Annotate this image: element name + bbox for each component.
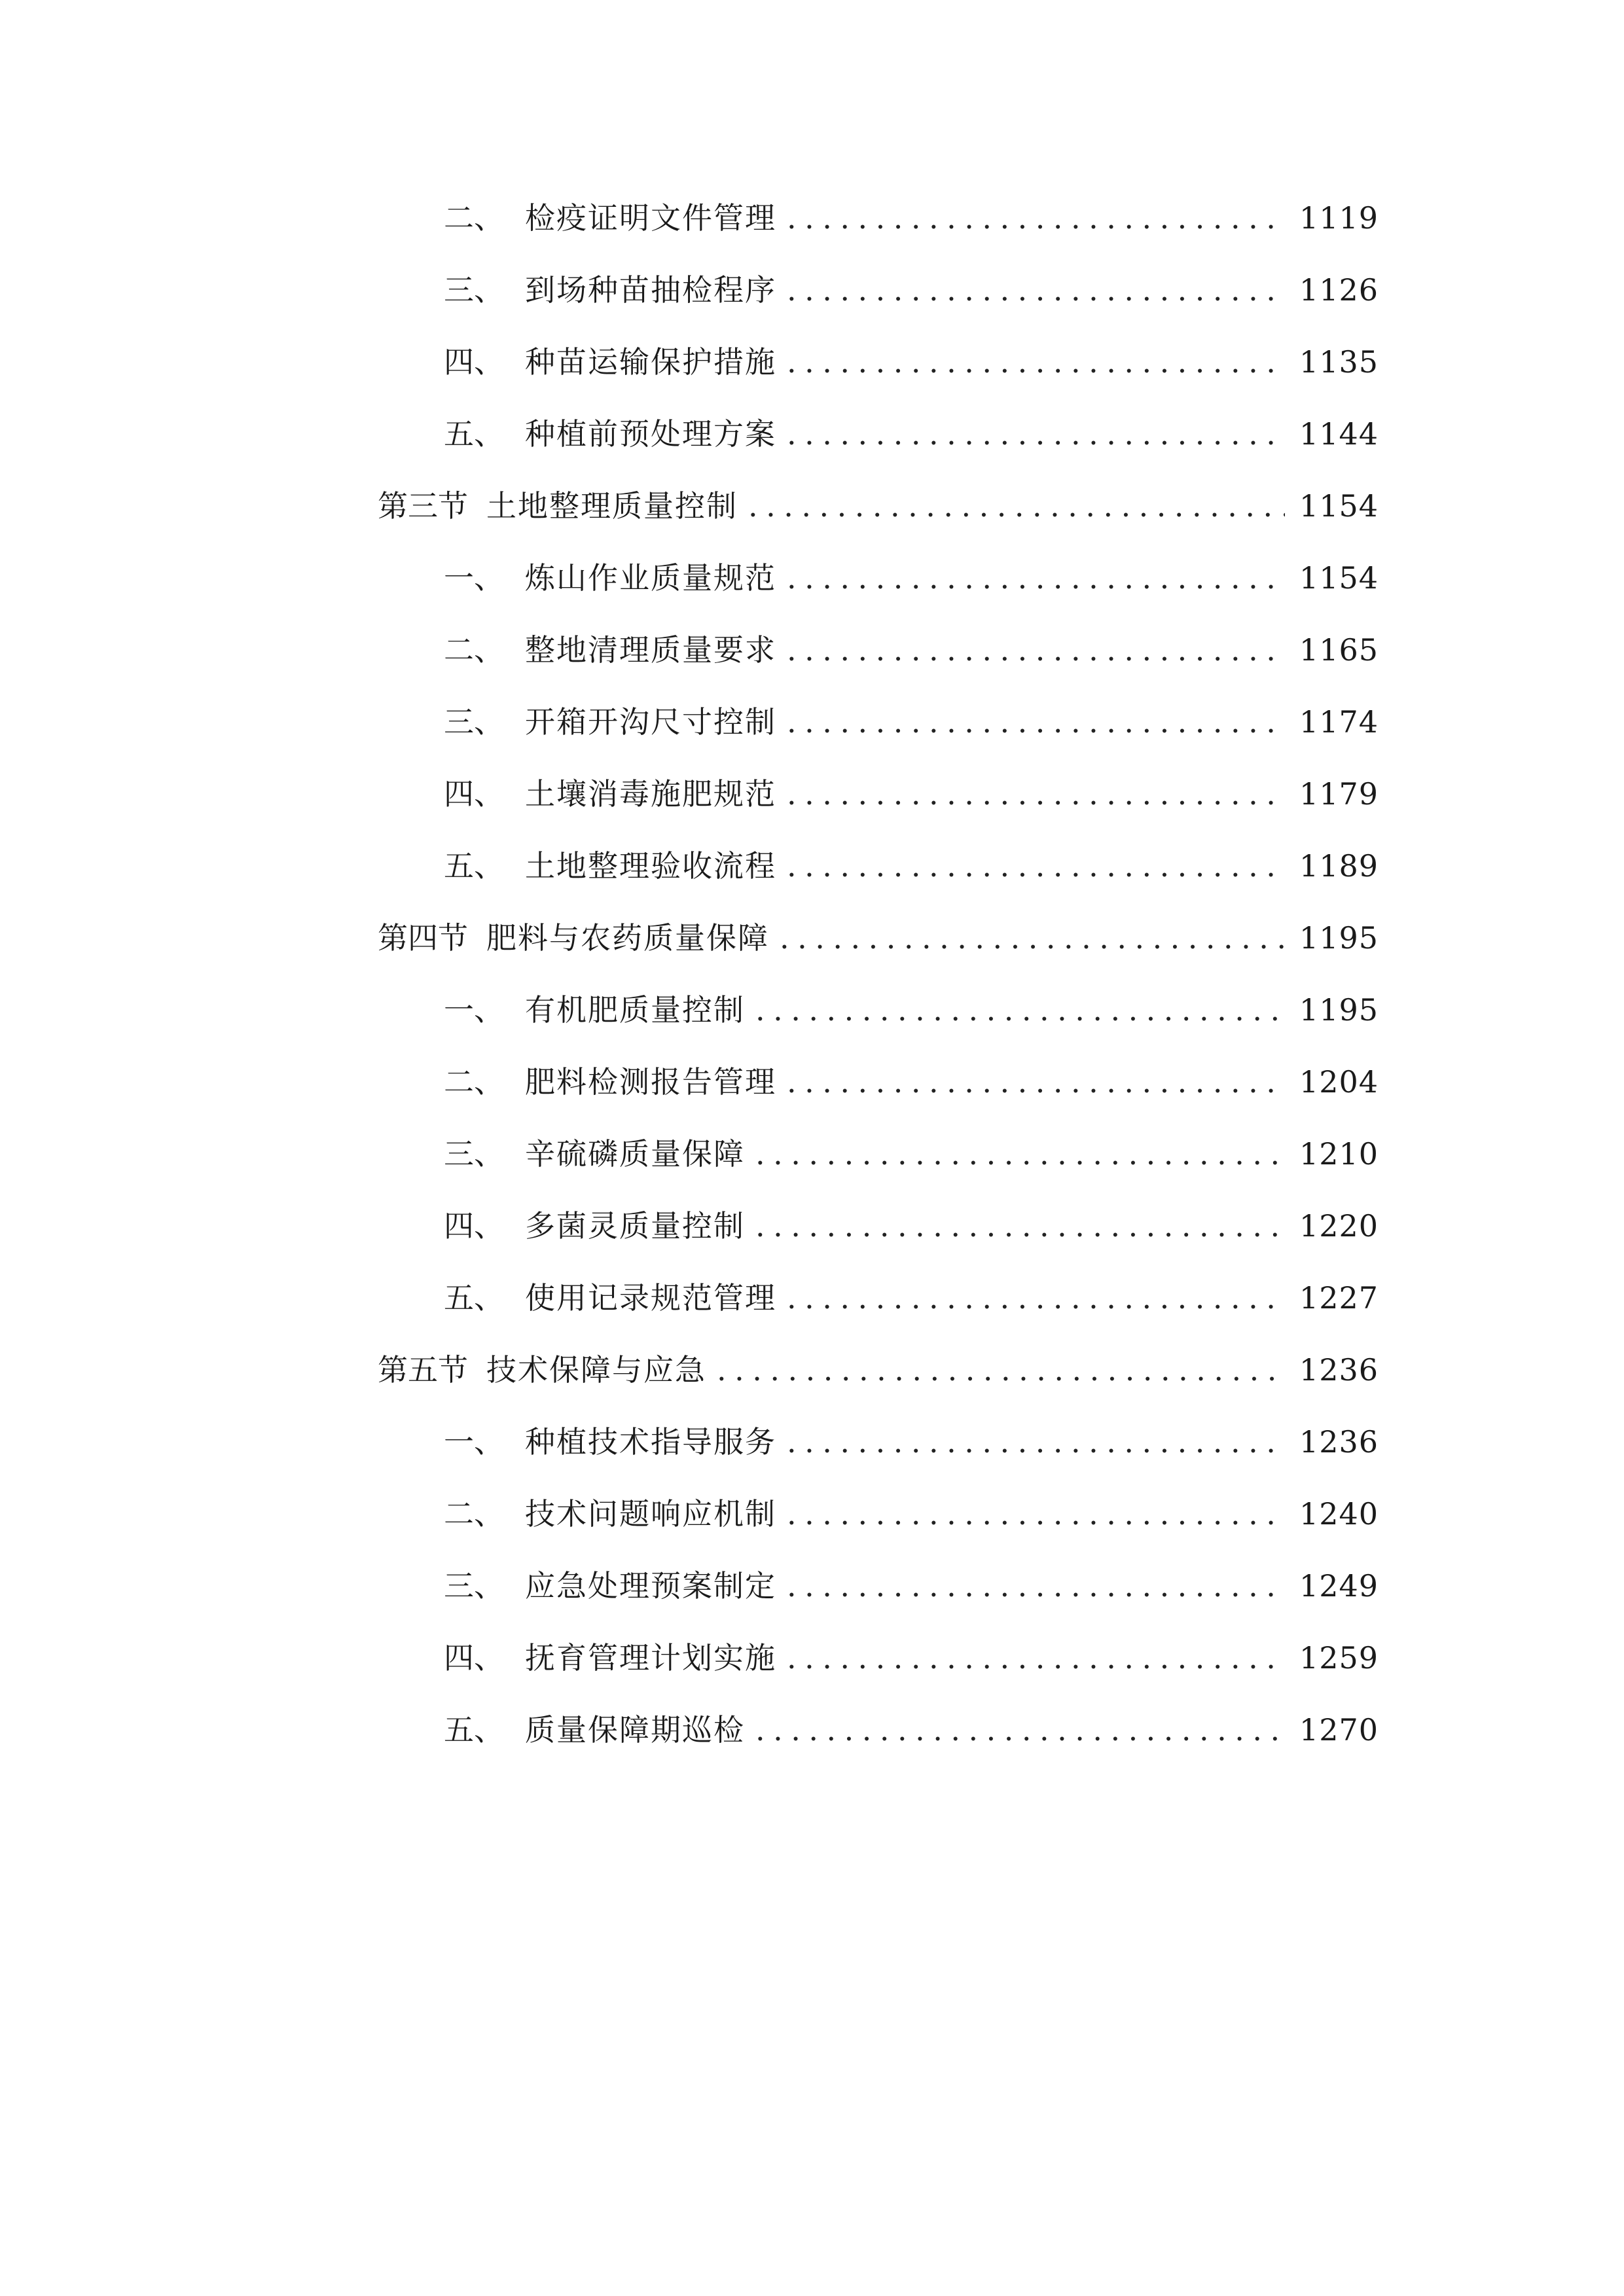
toc-entry[interactable]	[0, 1193, 1624, 1265]
toc-entry-page: 1195	[1299, 992, 1379, 1028]
toc-entry[interactable]	[0, 1265, 1624, 1336]
toc-section-number: 第三节	[378, 488, 468, 524]
toc-entry-page: 1210	[1299, 1136, 1379, 1172]
toc-entry-title: 种苗运输保护措施	[525, 344, 776, 380]
dot-leader	[755, 1139, 1285, 1169]
toc-entry-page: 1270	[1299, 1712, 1379, 1748]
toc-entry-title: 土壤消毒施肥规范	[525, 776, 776, 812]
table-of-contents	[0, 185, 1624, 1768]
toc-entry-title: 开箱开沟尺寸控制	[525, 704, 776, 740]
dot-leader	[787, 419, 1285, 449]
toc-entry-title: 炼山作业质量规范	[525, 560, 776, 596]
toc-entry-page: 1144	[1299, 416, 1379, 452]
toc-entry-title: 种植技术指导服务	[525, 1424, 776, 1460]
toc-entry-number: 三、	[444, 704, 504, 740]
dot-leader	[755, 1211, 1285, 1241]
toc-entry-page: 1220	[1299, 1208, 1379, 1244]
toc-entry[interactable]	[0, 401, 1624, 473]
dot-leader	[787, 1643, 1285, 1673]
toc-entry-page: 1249	[1299, 1568, 1379, 1604]
toc-entry-title: 应急处理预案制定	[525, 1568, 776, 1604]
toc-entry-number: 二、	[444, 632, 504, 668]
toc-section-title: 技术保障与应急	[486, 1352, 706, 1388]
dot-leader	[787, 707, 1285, 737]
toc-entry-title: 土地整理验收流程	[525, 848, 776, 884]
toc-entry-page: 1204	[1299, 1064, 1379, 1100]
toc-entry[interactable]	[0, 1049, 1624, 1121]
toc-entry-number: 二、	[444, 1064, 504, 1100]
toc-entry-page: 1227	[1299, 1280, 1379, 1316]
dot-leader	[787, 347, 1285, 377]
toc-entry-number: 四、	[444, 344, 504, 380]
toc-section-entry[interactable]	[0, 473, 1624, 545]
toc-entry-number: 三、	[444, 272, 504, 308]
toc-entry-number: 五、	[444, 1280, 504, 1316]
toc-section-entry[interactable]	[0, 1336, 1624, 1408]
toc-entry[interactable]	[0, 689, 1624, 761]
toc-entry-number: 二、	[444, 1496, 504, 1532]
dot-leader	[787, 203, 1285, 233]
dot-leader	[787, 1571, 1285, 1601]
toc-entry-number: 一、	[444, 1424, 504, 1460]
toc-entry-page: 1154	[1299, 560, 1379, 596]
toc-section-title: 肥料与农药质量保障	[486, 920, 769, 956]
dot-leader	[787, 1067, 1285, 1097]
toc-section-number: 第四节	[378, 920, 468, 956]
dot-leader	[780, 923, 1285, 953]
toc-section-page: 1236	[1299, 1352, 1379, 1388]
toc-entry-title: 使用记录规范管理	[525, 1280, 776, 1316]
toc-entry[interactable]	[0, 1696, 1624, 1768]
toc-entry-title: 到场种苗抽检程序	[525, 272, 776, 308]
dot-leader	[787, 275, 1285, 305]
toc-entry-number: 五、	[444, 1712, 504, 1748]
toc-entry-title: 检疫证明文件管理	[525, 200, 776, 236]
toc-entry[interactable]	[0, 257, 1624, 329]
toc-entry[interactable]	[0, 545, 1624, 617]
toc-entry-page: 1189	[1299, 848, 1379, 884]
toc-section-entry[interactable]	[0, 905, 1624, 977]
dot-leader	[787, 635, 1285, 665]
toc-entry-title: 技术问题响应机制	[525, 1496, 776, 1532]
toc-entry[interactable]	[0, 185, 1624, 257]
toc-entry-number: 五、	[444, 416, 504, 452]
toc-entry-title: 抚育管理计划实施	[525, 1640, 776, 1676]
toc-section-title: 土地整理质量控制	[486, 488, 738, 524]
toc-entry-page: 1119	[1299, 200, 1379, 236]
dot-leader	[787, 563, 1285, 593]
toc-entry-page: 1179	[1299, 776, 1379, 812]
toc-entry[interactable]	[0, 1121, 1624, 1193]
toc-entry-page: 1236	[1299, 1424, 1379, 1460]
toc-entry-number: 五、	[444, 848, 504, 884]
toc-entry-page: 1240	[1299, 1496, 1379, 1532]
toc-entry-number: 二、	[444, 200, 504, 236]
dot-leader	[787, 779, 1285, 809]
toc-entry-title: 辛硫磷质量保障	[525, 1136, 745, 1172]
toc-section-number: 第五节	[378, 1352, 468, 1388]
dot-leader	[717, 1355, 1285, 1385]
toc-section-page: 1195	[1299, 920, 1379, 956]
dot-leader	[787, 1283, 1285, 1313]
toc-entry-title: 肥料检测报告管理	[525, 1064, 776, 1100]
toc-entry-number: 四、	[444, 1640, 504, 1676]
toc-entry[interactable]	[0, 1552, 1624, 1624]
toc-entry-number: 一、	[444, 560, 504, 596]
toc-entry-title: 质量保障期巡检	[525, 1712, 745, 1748]
toc-entry-number: 一、	[444, 992, 504, 1028]
toc-entry-page: 1126	[1299, 272, 1379, 308]
toc-entry-number: 三、	[444, 1136, 504, 1172]
toc-entry-number: 四、	[444, 776, 504, 812]
dot-leader	[787, 1427, 1285, 1457]
dot-leader	[748, 491, 1285, 521]
dot-leader	[787, 851, 1285, 881]
toc-entry[interactable]	[0, 329, 1624, 401]
toc-entry-page: 1165	[1299, 632, 1379, 668]
dot-leader	[755, 1715, 1285, 1745]
toc-entry[interactable]	[0, 977, 1624, 1049]
dot-leader	[755, 995, 1285, 1025]
toc-entry-title: 多菌灵质量控制	[525, 1208, 745, 1244]
toc-entry-page: 1259	[1299, 1640, 1379, 1676]
toc-section-page: 1154	[1299, 488, 1379, 524]
toc-entry-title: 种植前预处理方案	[525, 416, 776, 452]
toc-entry[interactable]	[0, 617, 1624, 689]
toc-entry[interactable]	[0, 1624, 1624, 1696]
dot-leader	[787, 1499, 1285, 1529]
toc-entry-title: 整地清理质量要求	[525, 632, 776, 668]
toc-entry-title: 有机肥质量控制	[525, 992, 745, 1028]
toc-entry[interactable]	[0, 1408, 1624, 1480]
toc-entry[interactable]	[0, 761, 1624, 833]
toc-entry-number: 四、	[444, 1208, 504, 1244]
toc-entry-number: 三、	[444, 1568, 504, 1604]
toc-entry[interactable]	[0, 1480, 1624, 1552]
toc-entry-page: 1174	[1299, 704, 1379, 740]
toc-entry-page: 1135	[1299, 344, 1379, 380]
toc-entry[interactable]	[0, 833, 1624, 905]
